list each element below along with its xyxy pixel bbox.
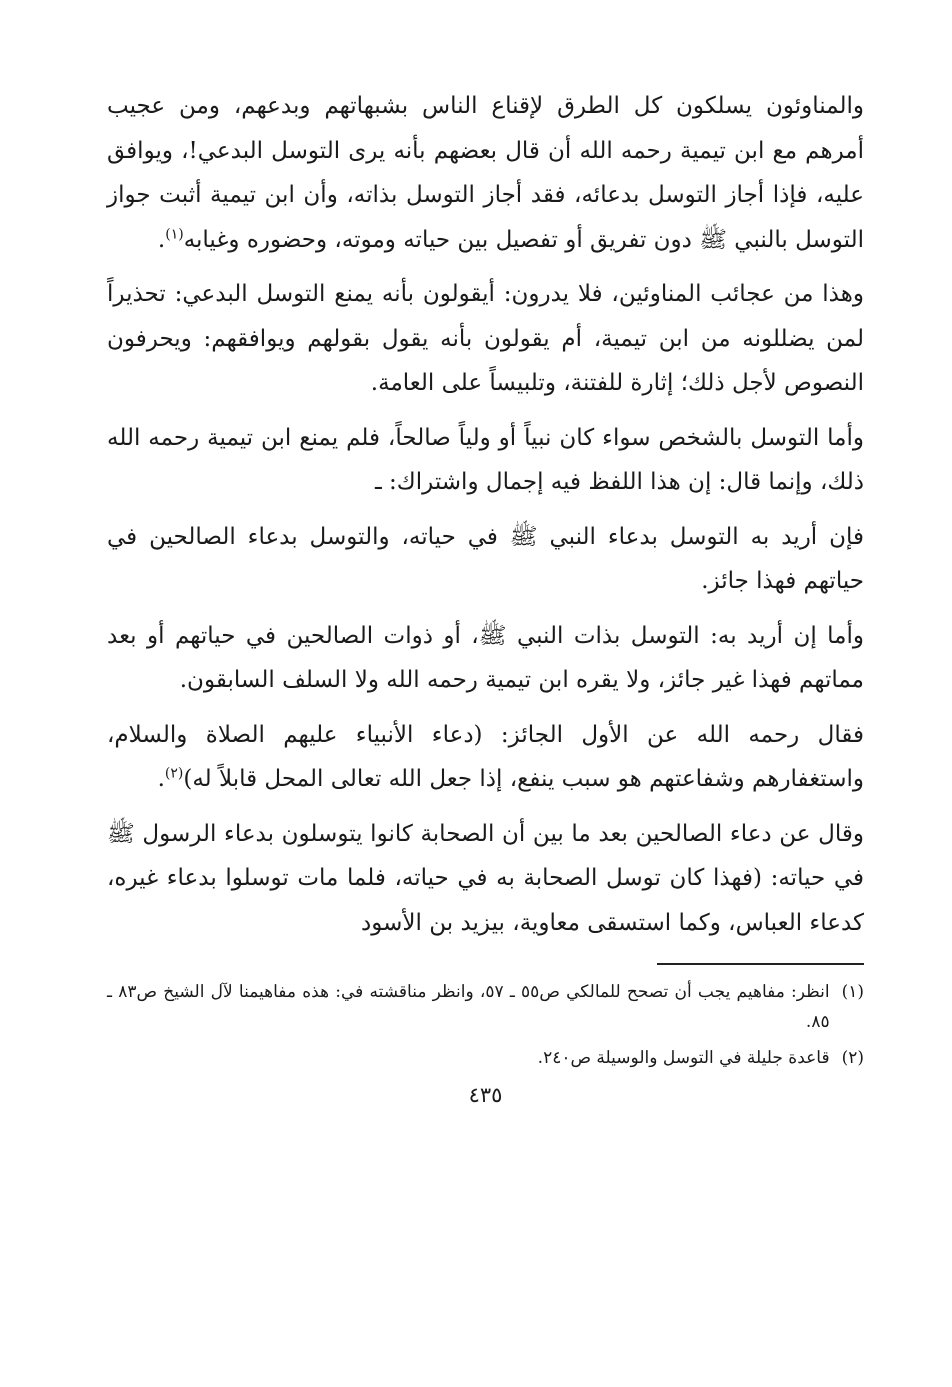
book-page bbox=[107, 84, 864, 1107]
paragraph-1 bbox=[107, 84, 864, 262]
paragraph-6-end: . bbox=[157, 766, 165, 792]
paragraph-7: وقال عن دعاء الصالحين بعد ما بين أن الصحابة كانوا يتوسلون بدعاء الرسول ﷺ في حياته: (فهذا كان توسل الصحابة به في حياته، فلما مات توسلوا بدعاء غيره، كدعاء العباس، وكما استسقى معاوية، بيزيد بن الأسود bbox=[107, 820, 864, 936]
paragraph-1-text: والمناوئون يسلكون كل الطرق لإقناع الناس بشبهاتهم وبدعهم، ومن عجيب أمرهم مع ابن تيمية رحمه الله أن قال بعضهم بأنه يرى التوسل البدعي!، ويوافق عليه، فإذا أجاز التوسل بدعائه، فقد أجاز التوسل بذاته، وأن ابن تيمية أثبت جواز التوسل بالنبي ﷺ دون تفريق أو تفصيل بين حياته وموته، وحضوره وغيابه bbox=[107, 93, 864, 253]
paragraph-1-end: . bbox=[157, 226, 166, 253]
paragraph-4: فإن أريد به التوسل بدعاء النبي ﷺ في حياته، والتوسل بدعاء الصالحين في حياتهم فهذا جائز. bbox=[107, 523, 864, 594]
footnote-divider bbox=[657, 963, 864, 965]
paragraph-3: وأما التوسل بالشخص سواء كان نبياً أو ولياً صالحاً، فلم يمنع ابن تيمية رحمه الله ذلك، وإنما قال: إن هذا اللفظ فيه إجمال واشتراك: ـ bbox=[107, 424, 864, 495]
footnote-ref-2[interactable]: (٢) bbox=[164, 765, 184, 782]
paragraph-6 bbox=[107, 713, 864, 802]
footnote-ref-1[interactable]: (١) bbox=[165, 225, 184, 242]
paragraph-2: وهذا من عجائب المناوئين، فلا يدرون: أيقولون بأنه يمنع التوسل البدعي: تحذيراً لمن يضللونه من ابن تيمية، أم يقولون بأنه يقول بقولهم ويوافقهم: ويحرفون النصوص لأجل ذلك؛ إثارة للفتنة، وتلبيساً على العامة. bbox=[107, 281, 864, 396]
footnote-1 bbox=[107, 977, 864, 1037]
page-number: ٤٣٥ bbox=[468, 1083, 503, 1107]
paragraph-6-text: فقال رحمه الله عن الأول الجائز: (دعاء الأنبياء عليهم الصلاة والسلام، واستغفارهم وشفاعتهم هو سبب ينفع، إذا جعل الله تعالى المحل قابلاً له) bbox=[107, 721, 864, 792]
footnote-2 bbox=[107, 1043, 864, 1073]
footnote-1-number: (١) bbox=[841, 982, 864, 1002]
footnote-2-text: قاعدة جليلة في التوسل والوسيلة ص٢٤٠. bbox=[537, 1048, 830, 1068]
footnote-2-number: (٢) bbox=[841, 1048, 864, 1068]
footnote-1-text: انظر: مفاهيم يجب أن تصحح للمالكي ص٥٥ ـ ٥٧، وانظر مناقشته في: هذه مفاهيمنا لآل الشيخ ص٨٣ ـ ٨٥. bbox=[107, 982, 830, 1032]
paragraph-5: وأما إن أريد به: التوسل بذات النبي ﷺ، أو ذوات الصالحين في حياتهم أو بعد مماتهم فهذا غير جائز، ولا يقره ابن تيمية رحمه الله ولا السلف السابقون. bbox=[107, 622, 864, 693]
